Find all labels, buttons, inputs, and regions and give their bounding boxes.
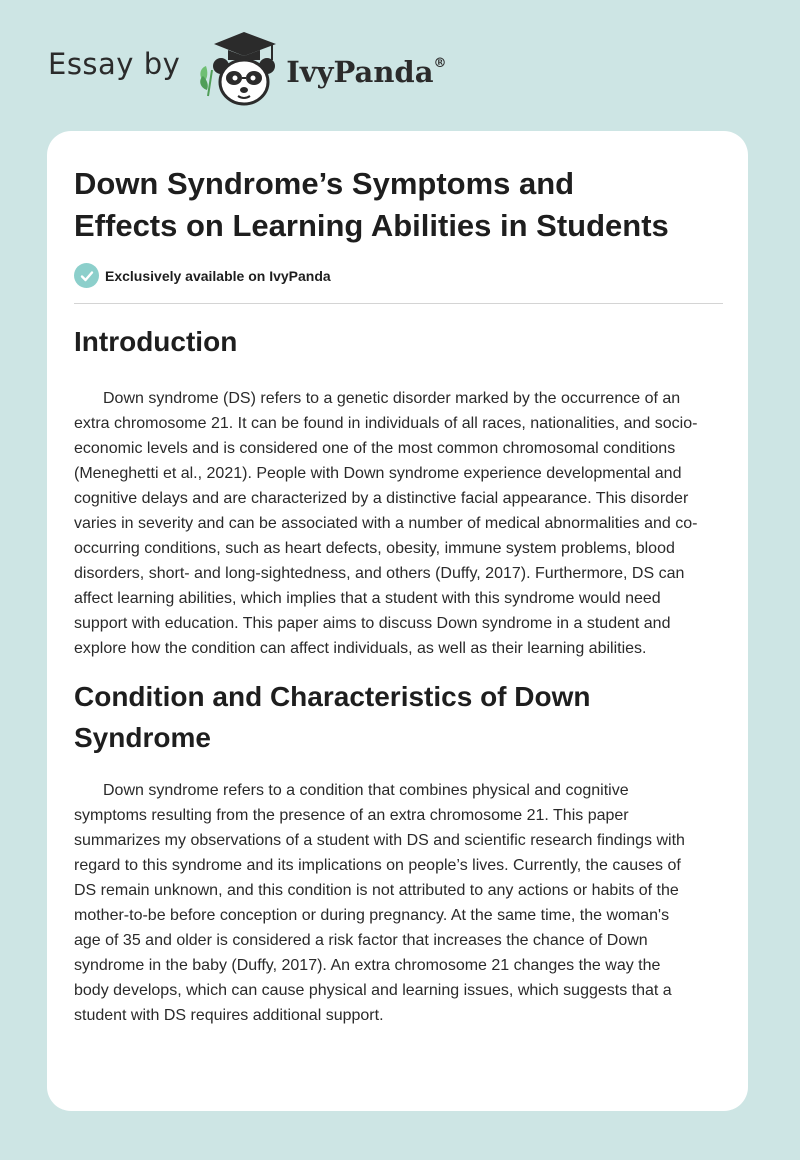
section-heading-condition <box>74 676 714 758</box>
title-line: Down Syndrome’s Symptoms and <box>74 166 575 201</box>
heading-line: Introduction <box>74 326 238 357</box>
paragraph-line: Down syndrome refers to a condition that combines physical and cognitive <box>103 782 629 799</box>
paragraph-line: mother-to-be before conception or during pregnancy. At the same time, the woman's <box>74 907 670 924</box>
paragraph-line: affect learning abilities, which implies that a student with this syndrome would need <box>74 590 661 607</box>
heading-line: Syndrome <box>74 722 211 753</box>
panda-graduate-logo-icon[interactable] <box>194 30 280 110</box>
article-card <box>47 131 748 1111</box>
section-paragraph-introduction <box>74 386 724 661</box>
paragraph-line: varies in severity and can be associated with a number of medical abnormalities and co- <box>74 515 698 532</box>
check-icon <box>74 263 99 288</box>
exclusive-badge <box>74 263 331 288</box>
paragraph-line: syndrome in the baby (Duffy, 2017). An extra chromosome 21 changes the way the <box>74 957 661 974</box>
heading-line: Condition and Characteristics of Down <box>74 681 591 712</box>
site-header <box>48 30 447 110</box>
paragraph-line: economic levels and is considered one of the most common chromosomal conditions <box>74 440 676 457</box>
paragraph-line: extra chromosome 21. It can be found in individuals of all races, nationalities, and socio- <box>74 415 698 432</box>
section-heading-introduction <box>74 321 714 362</box>
paragraph-line: occurring conditions, such as heart defects, obesity, immune system problems, blood <box>74 540 675 557</box>
paragraph-line: age of 35 and older is considered a risk factor that increases the chance of Down <box>74 932 648 949</box>
paragraph-line: summarizes my observations of a student with DS and scientific research findings with <box>74 832 685 849</box>
brand-name[interactable]: IvyPanda® <box>286 55 447 89</box>
paragraph-line: support with education. This paper aims to discuss Down syndrome in a student and <box>74 615 671 632</box>
article-title <box>74 163 734 247</box>
divider <box>74 303 723 304</box>
paragraph-line: explore how the condition can affect individuals, as well as their learning abilities. <box>74 640 647 657</box>
section-paragraph-condition <box>74 778 724 1028</box>
registered-mark: ® <box>433 56 447 72</box>
paragraph-line: cognitive delays and are characterized by a distinctive facial appearance. This disorder <box>74 490 689 507</box>
paragraph-line: symptoms resulting from the presence of an extra chromosome 21. This paper <box>74 807 629 824</box>
paragraph-line: student with DS requires additional support. <box>74 1007 384 1024</box>
paragraph-line: disorders, short- and long-sightedness, and others (Duffy, 2017). Furthermore, DS can <box>74 565 685 582</box>
paragraph-line: Down syndrome (DS) refers to a genetic disorder marked by the occurrence of an <box>103 390 681 407</box>
title-line: Effects on Learning Abilities in Students <box>74 208 669 243</box>
paragraph-line: (Meneghetti et al., 2021). People with Down syndrome experience developmental and <box>74 465 682 482</box>
badge-text: Exclusively available on IvyPanda <box>105 267 331 284</box>
paragraph-line: body develops, which can cause physical and learning issues, which suggests that a <box>74 982 672 999</box>
paragraph-line: DS remain unknown, and this condition is not attributed to any actions or habits of the <box>74 882 679 899</box>
paragraph-line: regard to this syndrome and its implications on people’s lives. Currently, the causes of <box>74 857 681 874</box>
essay-by-label: Essay by <box>48 47 181 81</box>
